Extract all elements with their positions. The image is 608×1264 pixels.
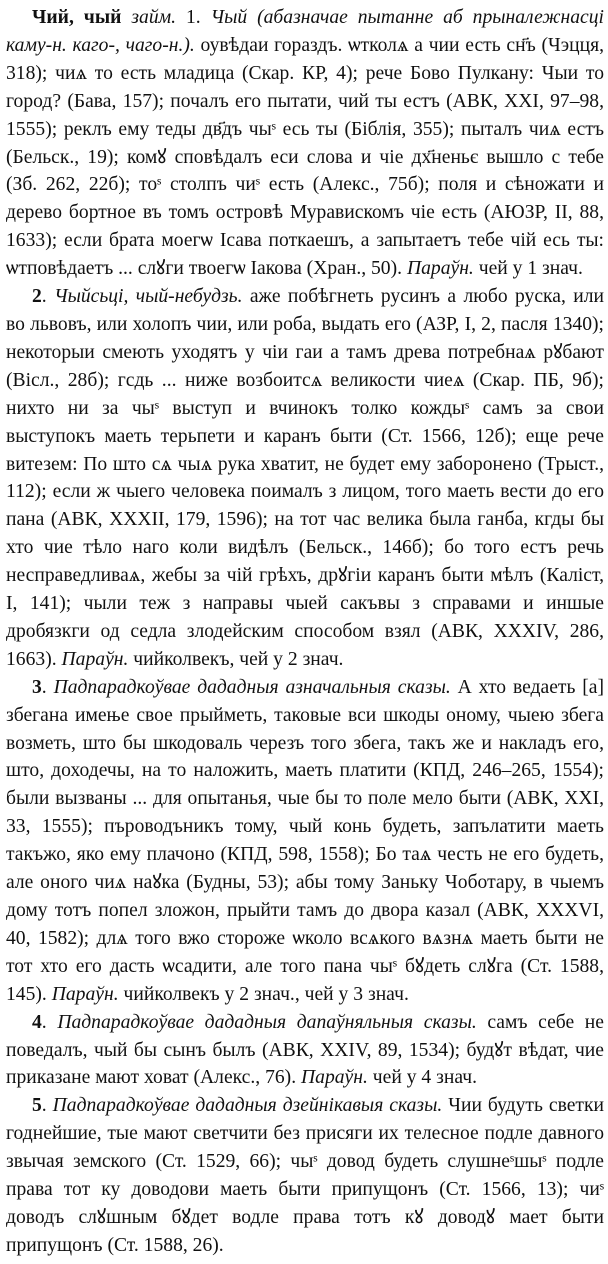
sense-number: 1 (185, 7, 196, 28)
cross-reference-label: Параўн. (61, 648, 129, 670)
sense-number: 5 (32, 1095, 42, 1117)
cross-reference: чийколвекъ, чей у 2 знач. (133, 648, 344, 670)
sense-gloss: Чыйсьці, чый-небудзь. (54, 286, 243, 308)
cross-reference-label: Параўн. (301, 1067, 368, 1089)
sense-gloss: Падпарадкоўвае дададныя дзейнікавыя сказы. (52, 1095, 443, 1117)
sense-gloss: Чый (абазначае пытанне аб прыналежнасці каму-н. каго-, чаго-н.). (6, 7, 604, 56)
sense-gloss: Падпарадкоўвае дададныя дапаўняльныя сказы. (57, 1011, 477, 1033)
cross-reference: чийколвекъ у 2 знач., чей у 3 знач. (123, 983, 409, 1005)
cross-reference: чей у 4 знач. (372, 1067, 477, 1089)
sense-number: 2 (32, 286, 42, 308)
sense-2: 2. Чыйсьці, чый-небудзь. аже побѣгнеть русинъ а любо руска, или во львовъ, или холопъ чии, или роба, выдать его (АЗР, I, 2, пасля 1340); некоторыи смеють уходятъ у чіи гаи а тамъ древа потребнаѧ рꙋбают (Вісл., 28б); гсдь ... ниже возбоитсѧ великости чиеѧ (Скар. ПБ, 9б); нихто ни за чыˢ выступ и вчинокъ толко кождыˢ самъ за свои выступокъ маеть терьпети и каранъ быти (Ст. 1566, 12б); еще рече витезем: По што сѧ чыѧ рука хватит, не будет ему заборонено (Трыст., 112); если ж чыего человека поималъ з лицом, того маеть вести до его пана (АВК, XXXII, 179, 1596); на тот час велика была ганба, кгды бы хто чие тѣло наго коли видѣлъ (Бельск., 146б); бо того естъ речь несправедливаѧ, жебы за чій грѣхъ, дрꙋгіи каранъ быти мѣлъ (Каліст, I, 141); чыли теж з направы чыей сакъвы з справами и иншые дробязкги од седла злодейским способом взял (АВК, XXXIV, 286, 1663). Параўн. чийколвекъ, чей у 2 знач. (6, 286, 604, 670)
sense-citations: оувѣдаи гораздъ. ѡтколѧ а чии есть сн҃ъ (Чэцця, 318); чиѧ то есть младица (Скар. КР, 4); рече Бово Пулкану: Чыи то город? (Бава, 157); почалъ его пытати, чий ты естъ (АВК, XXI, 97–98, 1555); реклъ ему теды дв҃дъ чыˢ есь ты (Біблія, 355); пыталъ чиѧ естъ (Бельск., 19); комꙋ сповѣдалъ еси слова и чіе дх҃неньє вышло с тебе (Зб. 262, 22б); тоˢ столпъ чиˢ есть (Алекс., 75б); поля и сѣножати и дерево бортное въ томъ островѣ Муравискомъ чіе есть (АЮЗР, II, 88, 1633); если брата моегѡ Ісава поткаешъ, а запытаетъ тебе чій есь ты: ѡтповѣдаетъ ... слꙋги твоегѡ Іакова (Хран., 50). (6, 34, 604, 280)
cross-reference-label: Параўн. (51, 983, 119, 1005)
sense-1: Чий, чый займ. 1. Чый (абазначае пытанне аб прыналежнасці каму-н. каго-, чаго-н.). оувѣдаи гораздъ. ѡтколѧ а чии есть сн҃ъ (Чэцця, 318); чиѧ то есть младица (Скар. КР, 4); рече Бово Пулкану: Чыи то город? (Бава, 157); почалъ его пытати, чий ты естъ (АВК, XXI, 97–98, 1555); реклъ ему теды дв҃дъ чыˢ есь ты (Біблія, 355); пыталъ чиѧ естъ (Бельск., 19); комꙋ сповѣдалъ еси слова и чіе дх҃неньє вышло с тебе (Зб. 262, 22б); тоˢ столпъ чиˢ есть (Алекс., 75б); поля и сѣножати и дерево бортное въ томъ островѣ Муравискомъ чіе есть (АЮЗР, II, 88, 1633); если брата моегѡ Ісава поткаешъ, а запытаетъ тебе чій есь ты: ѡтповѣдаетъ ... слꙋги твоегѡ Іакова (Хран., 50). Параўн. чей у 1 знач. (6, 7, 604, 280)
sense-citations: аже побѣгнеть русинъ а любо руска, или во львовъ, или холопъ чии, или роба, выдать его (АЗР, I, 2, пасля 1340); некоторыи смеють уходятъ у чіи гаи а тамъ древа потребнаѧ рꙋбают (Вісл., 28б); гсдь ... ниже возбоитсѧ великости чиеѧ (Скар. ПБ, 9б); нихто ни за чыˢ выступ и вчинокъ толко кождыˢ самъ за свои выступокъ маеть терьпети и каранъ быти (Ст. 1566, 12б); еще рече витезем: По што сѧ чыѧ рука хватит, не будет ему заборонено (Трыст., 112); если ж чыего человека поималъ з лицом, того маеть вести до его пана (АВК, XXXII, 179, 1596); на тот час велика была ганба, кгды бы хто чие тѣло наго коли видѣлъ (Бельск., 146б); бо того естъ речь несправедливаѧ, жебы за чій грѣхъ, дрꙋгіи каранъ быти мѣлъ (Каліст, I, 141); чыли теж з направы чыей сакъвы з справами и иншые дробязкги од седла злодейским способом взял (АВК, XXXIV, 286, 1663). (6, 286, 604, 670)
sense-number: 3 (32, 676, 42, 698)
sense-gloss: Падпарадкоўвае дададныя азначальныя сказы. (53, 676, 451, 698)
cross-reference: чей у 1 знач. (478, 258, 583, 280)
sense-3: 3. Падпарадкоўвае дададныя азначальныя сказы. А хто ведаеть [а] збегана имење свое прыйметь, таковые вси шкоды оному, чыею збега возметь, што бы шкодоваль черезъ того збега, такъ же и накладъ его, што, доходечы, на то наложить, маеть платити (КПД, 246–265, 1554); были вызваны ... для опытанья, чые бы то поле мело быти (АВК, XXI, 33, 1555); пъроводъникъ тому, чый конь будеть, запълатити маеть такъжо, яко ему плачоно (КПД, 598, 1558); Бо таѧ честь не его будеть, але оного чиѧ наꙋка (Будны, 53); абы тому Заньку Чоботару, в чыемъ дому тотъ попел зложон, прыйти тамъ до двора казал (АВК, XXXVI, 40, 1582); длѧ того вжо стороже ѡколо всѧкого вѧзнѧ маеть быти не тот хто его дасть ѡсадити, але того пана чыˢ бꙋдеть слꙋга (Ст. 1588, 145). Параўн. чийколвекъ у 2 знач., чей у 3 знач. (6, 676, 605, 1005)
sense-number: 4 (32, 1011, 42, 1033)
sense-citations: А хто ведаеть [а] збегана имење свое прыйметь, таковые вси шкоды оному, чыею збега возметь, што бы шкодоваль черезъ того збега, такъ же и накладъ его, што, доходечы, на то наложить, маеть платити (КПД, 246–265, 1554); были вызваны ... для опытанья, чые бы то поле мело быти (АВК, XXI, 33, 1555); пъроводъникъ тому, чый конь будеть, запълатити маеть такъжо, яко ему плачоно (КПД, 598, 1558); Бо таѧ честь не его будеть, але оного чиѧ наꙋка (Будны, 53); абы тому Заньку Чоботару, в чыемъ дому тотъ попел зложон, прыйти тамъ до двора казал (АВК, XXXVI, 40, 1582); длѧ того вжо стороже ѡколо всѧкого вѧзнѧ маеть быти не тот хто его дасть ѡсадити, але того пана чыˢ бꙋдеть слꙋга (Ст. 1588, 145). (6, 676, 605, 1005)
sense-citations: Чии будуть светки годнейшие, тые мают светчити без присяги их телесное подле давного звычая земского (Ст. 1529, 66); чыˢ довод будеть слушнеˢшыˢ подле права тот ку доводови маеть быти припущонъ (Ст. 1566, 13); чиˢ доводъ слꙋшным бꙋдет водле права тотъ кꙋ доводꙋ мает быти припущонъ (Ст. 1588, 26). (6, 1095, 604, 1256)
cross-reference-label: Параўн. (406, 258, 474, 280)
headword: Чий, чый (32, 7, 122, 28)
sense-4: 4. Падпарадкоўвае дададныя дапаўняльныя сказы. самъ себе не поведалъ, чый бы сынъ былъ (АВК, XXIV, 89, 1534); будꙋт вѣдат, чие приказане мают ховат (Алекс., 76). Параўн. чей у 4 знач. (6, 1011, 604, 1089)
part-of-speech: займ. (131, 7, 177, 28)
sense-citations: самъ себе не поведалъ, чый бы сынъ былъ (АВК, XXIV, 89, 1534); будꙋт вѣдат, чие приказане мают ховат (Алекс., 76). (6, 1011, 604, 1089)
sense-5: 5. Падпарадкоўвае дададныя дзейнікавыя сказы. Чии будуть светки годнейшие, тые мают светчити без присяги их телесное подле давного звычая земского (Ст. 1529, 66); чыˢ довод будеть слушнеˢшыˢ подле права тот ку доводови маеть быти припущонъ (Ст. 1566, 13); чиˢ доводъ слꙋшным бꙋдет водле права тотъ кꙋ доводꙋ мает быти припущонъ (Ст. 1588, 26). (6, 1095, 604, 1256)
